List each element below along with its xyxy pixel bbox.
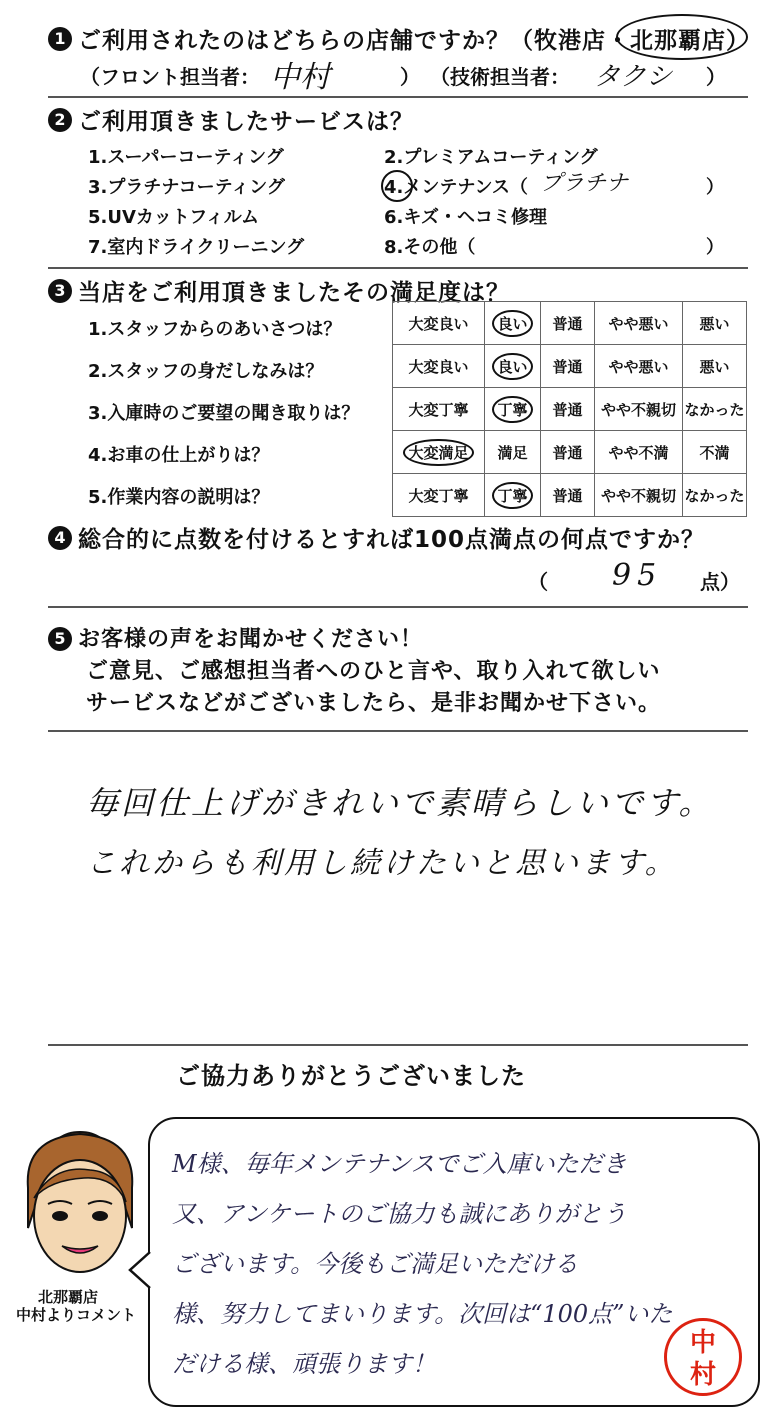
bubble-tail	[128, 1250, 152, 1290]
satisfaction-question-1: 1.スタッフからのあいさつは？	[88, 319, 342, 340]
rating-option-selected: 丁寧	[492, 482, 532, 509]
rating-option: 大変丁寧	[408, 486, 469, 505]
tech-staff-close: ）	[706, 65, 726, 89]
service-4-close: ）	[706, 177, 724, 198]
rating-option-selected: 丁寧	[492, 396, 532, 423]
rating-option: やや不親切	[600, 400, 676, 419]
rating-option: なかった	[684, 486, 745, 505]
service-option-3: 3.プラチナコーティング	[88, 177, 285, 198]
service-4-circle-mark	[381, 170, 413, 202]
rating-option: 満足	[497, 443, 528, 462]
question-3-number: 3	[48, 279, 72, 303]
satisfaction-row-1	[393, 302, 747, 345]
question-1-number: 1	[48, 27, 72, 51]
divider	[48, 1044, 748, 1046]
satisfaction-row-5	[393, 474, 747, 517]
service-option-6: 6.キズ・ヘコミ修理	[384, 207, 548, 228]
stamp-bottom-char: 村	[689, 1360, 716, 1390]
tech-staff-label: （技術担当者：	[430, 65, 570, 89]
staff-reply-line-2: 又、アンケートのご協力も誠にありがとう	[172, 1200, 627, 1228]
divider	[48, 606, 748, 608]
score-open: （	[528, 570, 548, 594]
rating-option: なかった	[684, 400, 745, 419]
question-5-line-3: サービスなどがございましたら、是非お聞かせ下さい。	[86, 691, 662, 716]
rating-option: 普通	[552, 400, 583, 419]
rating-option: やや不満	[608, 443, 669, 462]
satisfaction-grid	[392, 301, 747, 517]
front-staff-value: 中村	[270, 60, 330, 95]
rating-option: 普通	[552, 357, 583, 376]
satisfaction-row-4	[393, 431, 747, 474]
customer-comment-line-2: これからも利用し続けたいと思います。	[86, 846, 678, 881]
rating-option-selected: 大変満足	[403, 439, 473, 466]
staff-reply-line-4: 様、努力してまいります。次回は“100点”いた	[172, 1300, 673, 1328]
rating-option: やや悪い	[608, 314, 669, 333]
customer-comment-line-1: 毎回仕上げがきれいで素晴らしいです。	[86, 784, 714, 822]
divider	[48, 267, 748, 269]
service-option-1: 1.スーパーコーティング	[88, 147, 284, 168]
maintenance-note: プラチナ	[540, 171, 629, 196]
front-staff-label: （フロント担当者：	[80, 65, 260, 89]
rating-option: 大変良い	[408, 357, 469, 376]
question-5-number: 5	[48, 627, 72, 651]
rating-option: 悪い	[699, 357, 730, 376]
service-8-close: ）	[706, 237, 724, 258]
stamp-top-char: 中	[689, 1328, 716, 1358]
circled-store-mark	[616, 14, 748, 60]
satisfaction-question-4: 4.お車の仕上がりは？	[88, 445, 270, 466]
rating-option: やや悪い	[608, 357, 669, 376]
staff-avatar	[14, 1118, 146, 1282]
rating-option: 大変良い	[408, 314, 469, 333]
satisfaction-question-3: 3.入庫時のご要望の聞き取りは？	[88, 403, 360, 424]
staff-reply-line-5: だける様、頑張ります！	[172, 1350, 436, 1378]
staff-reply-line-1: M様、毎年メンテナンスでご入庫いただき	[172, 1150, 627, 1178]
thanks-heading: ご協力ありがとうございました	[176, 1062, 526, 1090]
rating-option: 普通	[552, 314, 583, 333]
name-stamp	[664, 1318, 742, 1396]
rating-option: 不満	[699, 443, 730, 462]
service-option-2: 2.プレミアムコーティング	[384, 147, 598, 168]
staff-comment-label: 中村よりコメント	[16, 1306, 137, 1324]
question-5-line-1: お客様の声をお聞かせください！	[78, 627, 424, 652]
question-2-text: ご利用頂きましたサービスは？	[78, 109, 414, 135]
service-option-5: 5.UVカットフィルム	[88, 207, 260, 228]
staff-reply-line-3: ございます。今後もご満足いただける	[172, 1250, 579, 1278]
divider	[48, 730, 748, 732]
rating-option: 普通	[552, 443, 583, 462]
service-option-8: 8.その他（	[384, 237, 476, 258]
question-5-line-2: ご意見、ご感想担当者へのひと言や、取り入れて欲しい	[86, 659, 661, 684]
staff-store: 北那覇店	[38, 1288, 99, 1306]
question-4-number: 4	[48, 526, 72, 550]
score-unit: 点）	[700, 570, 740, 594]
satisfaction-row-2	[393, 345, 747, 388]
rating-option: 大変丁寧	[408, 400, 469, 419]
rating-option: やや不親切	[600, 486, 676, 505]
satisfaction-question-5: 5.作業内容の説明は？	[88, 487, 270, 508]
rating-option-selected: 良い	[492, 353, 532, 380]
question-1-text: ご利用されたのはどちらの店舗ですか？（牧港店・北那覇店）	[78, 28, 750, 54]
tech-staff-value: タクシ	[594, 62, 673, 92]
front-staff-close: ）	[400, 65, 420, 89]
question-3-text: 当店をご利用頂きましたその満足度は？	[78, 280, 510, 306]
question-2-number: 2	[48, 108, 72, 132]
rating-option: 普通	[552, 486, 583, 505]
divider	[48, 96, 748, 98]
rating-option-selected: 良い	[492, 310, 532, 337]
question-4-text: 総合的に点数を付けるとすれば100点満点の何点ですか？	[78, 527, 706, 553]
rating-option: 悪い	[699, 314, 730, 333]
service-option-7: 7.室内ドライクリーニング	[88, 237, 305, 258]
score-value: 95	[612, 558, 663, 593]
satisfaction-row-3	[393, 388, 747, 431]
satisfaction-question-2: 2.スタッフの身だしなみは？	[88, 361, 324, 382]
service-option-4: 4.メンテナンス（	[384, 177, 528, 198]
